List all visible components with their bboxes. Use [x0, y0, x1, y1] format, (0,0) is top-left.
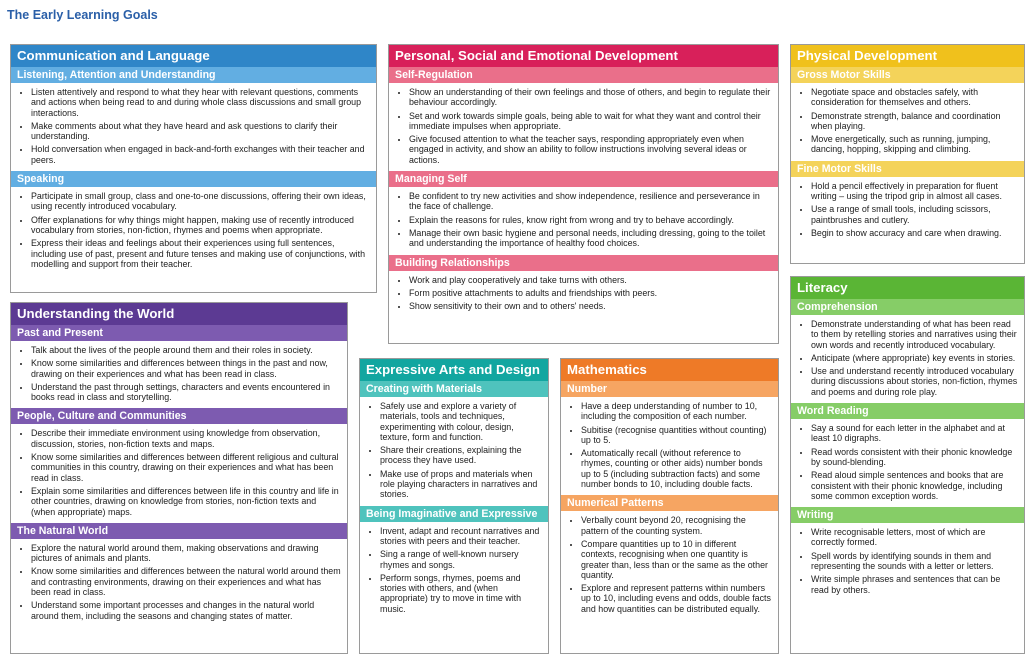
past-present-list — [11, 341, 347, 408]
people-culture-list — [11, 424, 347, 522]
page-title: The Early Learning Goals — [7, 8, 158, 22]
list-item: • Move energetically, such as running, jumping, dancing, hopping, skipping and climbing. — [811, 134, 1019, 155]
list-item: • Say a sound for each letter in the alphabet and at least 10 digraphs. — [811, 423, 1019, 444]
comprehension-heading: Comprehension — [791, 299, 1024, 315]
list-item: • Negotiate space and obstacles safely, with consideration for themselves and others. — [811, 87, 1019, 108]
literacy-title: Literacy — [791, 277, 1024, 299]
physical-panel — [790, 44, 1025, 264]
word-reading-heading: Word Reading — [791, 403, 1024, 419]
list-item: • Express their ideas and feelings about their experiences using full sentences, including use of past, present and future tenses and making use of conjunctions, with modelling and support from their teacher. — [31, 238, 371, 269]
understanding-world-panel — [10, 302, 348, 654]
past-present-heading: Past and Present — [11, 325, 347, 341]
natural-world-heading: The Natural World — [11, 523, 347, 539]
building-relationships-list — [389, 271, 778, 318]
list-item: • Understand the past through settings, characters and events encountered in books read in class and storytelling. — [31, 382, 342, 403]
comprehension-list — [791, 315, 1024, 403]
list-item: • Make use of props and materials when role playing characters in narratives and stories. — [380, 469, 543, 500]
list-item: • Subitise (recognise quantities without counting) up to 5. — [581, 425, 773, 446]
list-item: • Participate in small group, class and one-to-one discussions, offering their own ideas, using recently introduced vocabulary. — [31, 191, 371, 212]
managing-self-heading: Managing Self — [389, 171, 778, 187]
listening-heading: Listening, Attention and Understanding — [11, 67, 376, 83]
list-item: • Read words consistent with their phonic knowledge by sound-blending. — [811, 447, 1019, 468]
gross-motor-list — [791, 83, 1024, 161]
list-item: • Write simple phrases and sentences that can be read by others. — [811, 574, 1019, 595]
list-item: • Write recognisable letters, most of which are correctly formed. — [811, 527, 1019, 548]
managing-self-list — [389, 187, 778, 254]
speaking-heading: Speaking — [11, 171, 376, 187]
numerical-patterns-heading: Numerical Patterns — [561, 495, 778, 511]
list-item: • Listen attentively and respond to what they hear with relevant questions, comments and actions when being read to and during whole class discussions and small group interactions. — [31, 87, 371, 118]
list-item: • Explain the reasons for rules, know right from wrong and try to behave accordingly. — [409, 215, 773, 225]
list-item: • Perform songs, rhymes, poems and stories with others, and (when appropriate) try to move in time with music. — [380, 573, 543, 614]
communication-panel — [10, 44, 377, 293]
number-heading: Number — [561, 381, 778, 397]
list-item: • Hold a pencil effectively in preparation for fluent writing – using the tripod grip in almost all cases. — [811, 181, 1019, 202]
literacy-panel — [790, 276, 1025, 654]
list-item: • Talk about the lives of the people around them and their roles in society. — [31, 345, 342, 355]
list-item: • Sing a range of well-known nursery rhymes and songs. — [380, 549, 543, 570]
list-item: • Give focused attention to what the teacher says, responding appropriately even when engaged in activity, and show an ability to follow instructions involving several ideas or actions. — [409, 134, 773, 165]
list-item: • Explore and represent patterns within numbers up to 10, including evens and odds, double facts and how quantities can be distributed equally. — [581, 583, 773, 614]
imaginative-heading: Being Imaginative and Expressive — [360, 506, 548, 522]
mathematics-panel — [560, 358, 779, 654]
list-item: • Make comments about what they have heard and ask questions to clarify their understanding. — [31, 121, 371, 142]
list-item: • Verbally count beyond 20, recognising the pattern of the counting system. — [581, 515, 773, 536]
writing-heading: Writing — [791, 507, 1024, 523]
list-item: • Know some similarities and differences between things in the past and now, drawing on their experiences and what has been read in class. — [31, 358, 342, 379]
fine-motor-list — [791, 177, 1024, 244]
list-item: • Know some similarities and differences between the natural world around them and contrasting environments, drawing on their experiences and what has been read in class. — [31, 566, 342, 597]
listening-list — [11, 83, 376, 171]
list-item: • Manage their own basic hygiene and personal needs, including dressing, going to the toilet and understanding the importance of healthy food choices. — [409, 228, 773, 249]
list-item: • Read aloud simple sentences and books that are consistent with their phonic knowledge, including some common exception words. — [811, 470, 1019, 501]
natural-world-list — [11, 539, 347, 627]
expressive-arts-title: Expressive Arts and Design — [360, 359, 548, 381]
list-item: • Work and play cooperatively and take turns with others. — [409, 275, 773, 285]
psed-title: Personal, Social and Emotional Development — [389, 45, 778, 67]
list-item: • Invent, adapt and recount narratives and stories with peers and their teacher. — [380, 526, 543, 547]
people-culture-heading: People, Culture and Communities — [11, 408, 347, 424]
list-item: • Demonstrate understanding of what has been read to them by retelling stories and narratives using their own words and recently introduced vocabulary. — [811, 319, 1019, 350]
list-item: • Describe their immediate environment using knowledge from observation, discussion, stories, non-fiction texts and maps. — [31, 428, 342, 449]
list-item: • Offer explanations for why things might happen, making use of recently introduced vocabulary from stories, non-fiction, rhymes and poems when appropriate. — [31, 215, 371, 236]
list-item: • Form positive attachments to adults and friendships with peers. — [409, 288, 773, 298]
list-item: • Have a deep understanding of number to 10, including the composition of each number. — [581, 401, 773, 422]
list-item: • Compare quantities up to 10 in different contexts, recognising when one quantity is greater than, less than or the same as the other quantity. — [581, 539, 773, 580]
communication-title: Communication and Language — [11, 45, 376, 67]
list-item: • Anticipate (where appropriate) key events in stories. — [811, 353, 1019, 363]
self-regulation-heading: Self-Regulation — [389, 67, 778, 83]
list-item: • Show sensitivity to their own and to others' needs. — [409, 301, 773, 311]
writing-list — [791, 523, 1024, 601]
fine-motor-heading: Fine Motor Skills — [791, 161, 1024, 177]
building-relationships-heading: Building Relationships — [389, 255, 778, 271]
list-item: • Be confident to try new activities and show independence, resilience and perseverance in the face of challenge. — [409, 191, 773, 212]
psed-panel — [388, 44, 779, 344]
list-item: • Know some similarities and differences between different religious and cultural communities in this country, drawing on their experiences and what has been read in class. — [31, 452, 342, 483]
physical-title: Physical Development — [791, 45, 1024, 67]
expressive-arts-panel — [359, 358, 549, 654]
list-item: • Use and understand recently introduced vocabulary during discussions about stories, non-fiction, rhymes and poems and during role play. — [811, 366, 1019, 397]
list-item: • Share their creations, explaining the process they have used. — [380, 445, 543, 466]
understanding-world-title: Understanding the World — [11, 303, 347, 325]
numerical-patterns-list — [561, 511, 778, 620]
list-item: • Set and work towards simple goals, being able to wait for what they want and control their immediate impulses when appropriate. — [409, 111, 773, 132]
list-item: • Safely use and explore a variety of materials, tools and techniques, experimenting with colour, design, texture, form and function. — [380, 401, 543, 442]
list-item: • Hold conversation when engaged in back-and-forth exchanges with their teacher and peers. — [31, 144, 371, 165]
list-item: • Spell words by identifying sounds in them and representing the sounds with a letter or letters. — [811, 551, 1019, 572]
list-item: • Automatically recall (without reference to rhymes, counting or other aids) number bonds up to 5 (including subtraction facts) and some number bonds to 10, including double facts. — [581, 448, 773, 489]
speaking-list — [11, 187, 376, 275]
self-regulation-list — [389, 83, 778, 171]
creating-materials-heading: Creating with Materials — [360, 381, 548, 397]
list-item: • Explore the natural world around them, making observations and drawing pictures of animals and plants. — [31, 543, 342, 564]
mathematics-title: Mathematics — [561, 359, 778, 381]
gross-motor-heading: Gross Motor Skills — [791, 67, 1024, 83]
list-item: • Use a range of small tools, including scissors, paintbrushes and cutlery. — [811, 204, 1019, 225]
list-item: • Demonstrate strength, balance and coordination when playing. — [811, 111, 1019, 132]
number-list — [561, 397, 778, 495]
imaginative-list — [360, 522, 548, 620]
list-item: • Show an understanding of their own feelings and those of others, and begin to regulate their behaviour accordingly. — [409, 87, 773, 108]
list-item: • Explain some similarities and differences between life in this country and life in other countries, drawing on knowledge from stories, non-fiction texts and (when appropriate) maps. — [31, 486, 342, 517]
word-reading-list — [791, 419, 1024, 507]
list-item: • Begin to show accuracy and care when drawing. — [811, 228, 1019, 238]
creating-materials-list — [360, 397, 548, 506]
list-item: • Understand some important processes and changes in the natural world around them, including the seasons and changing states of matter. — [31, 600, 342, 621]
